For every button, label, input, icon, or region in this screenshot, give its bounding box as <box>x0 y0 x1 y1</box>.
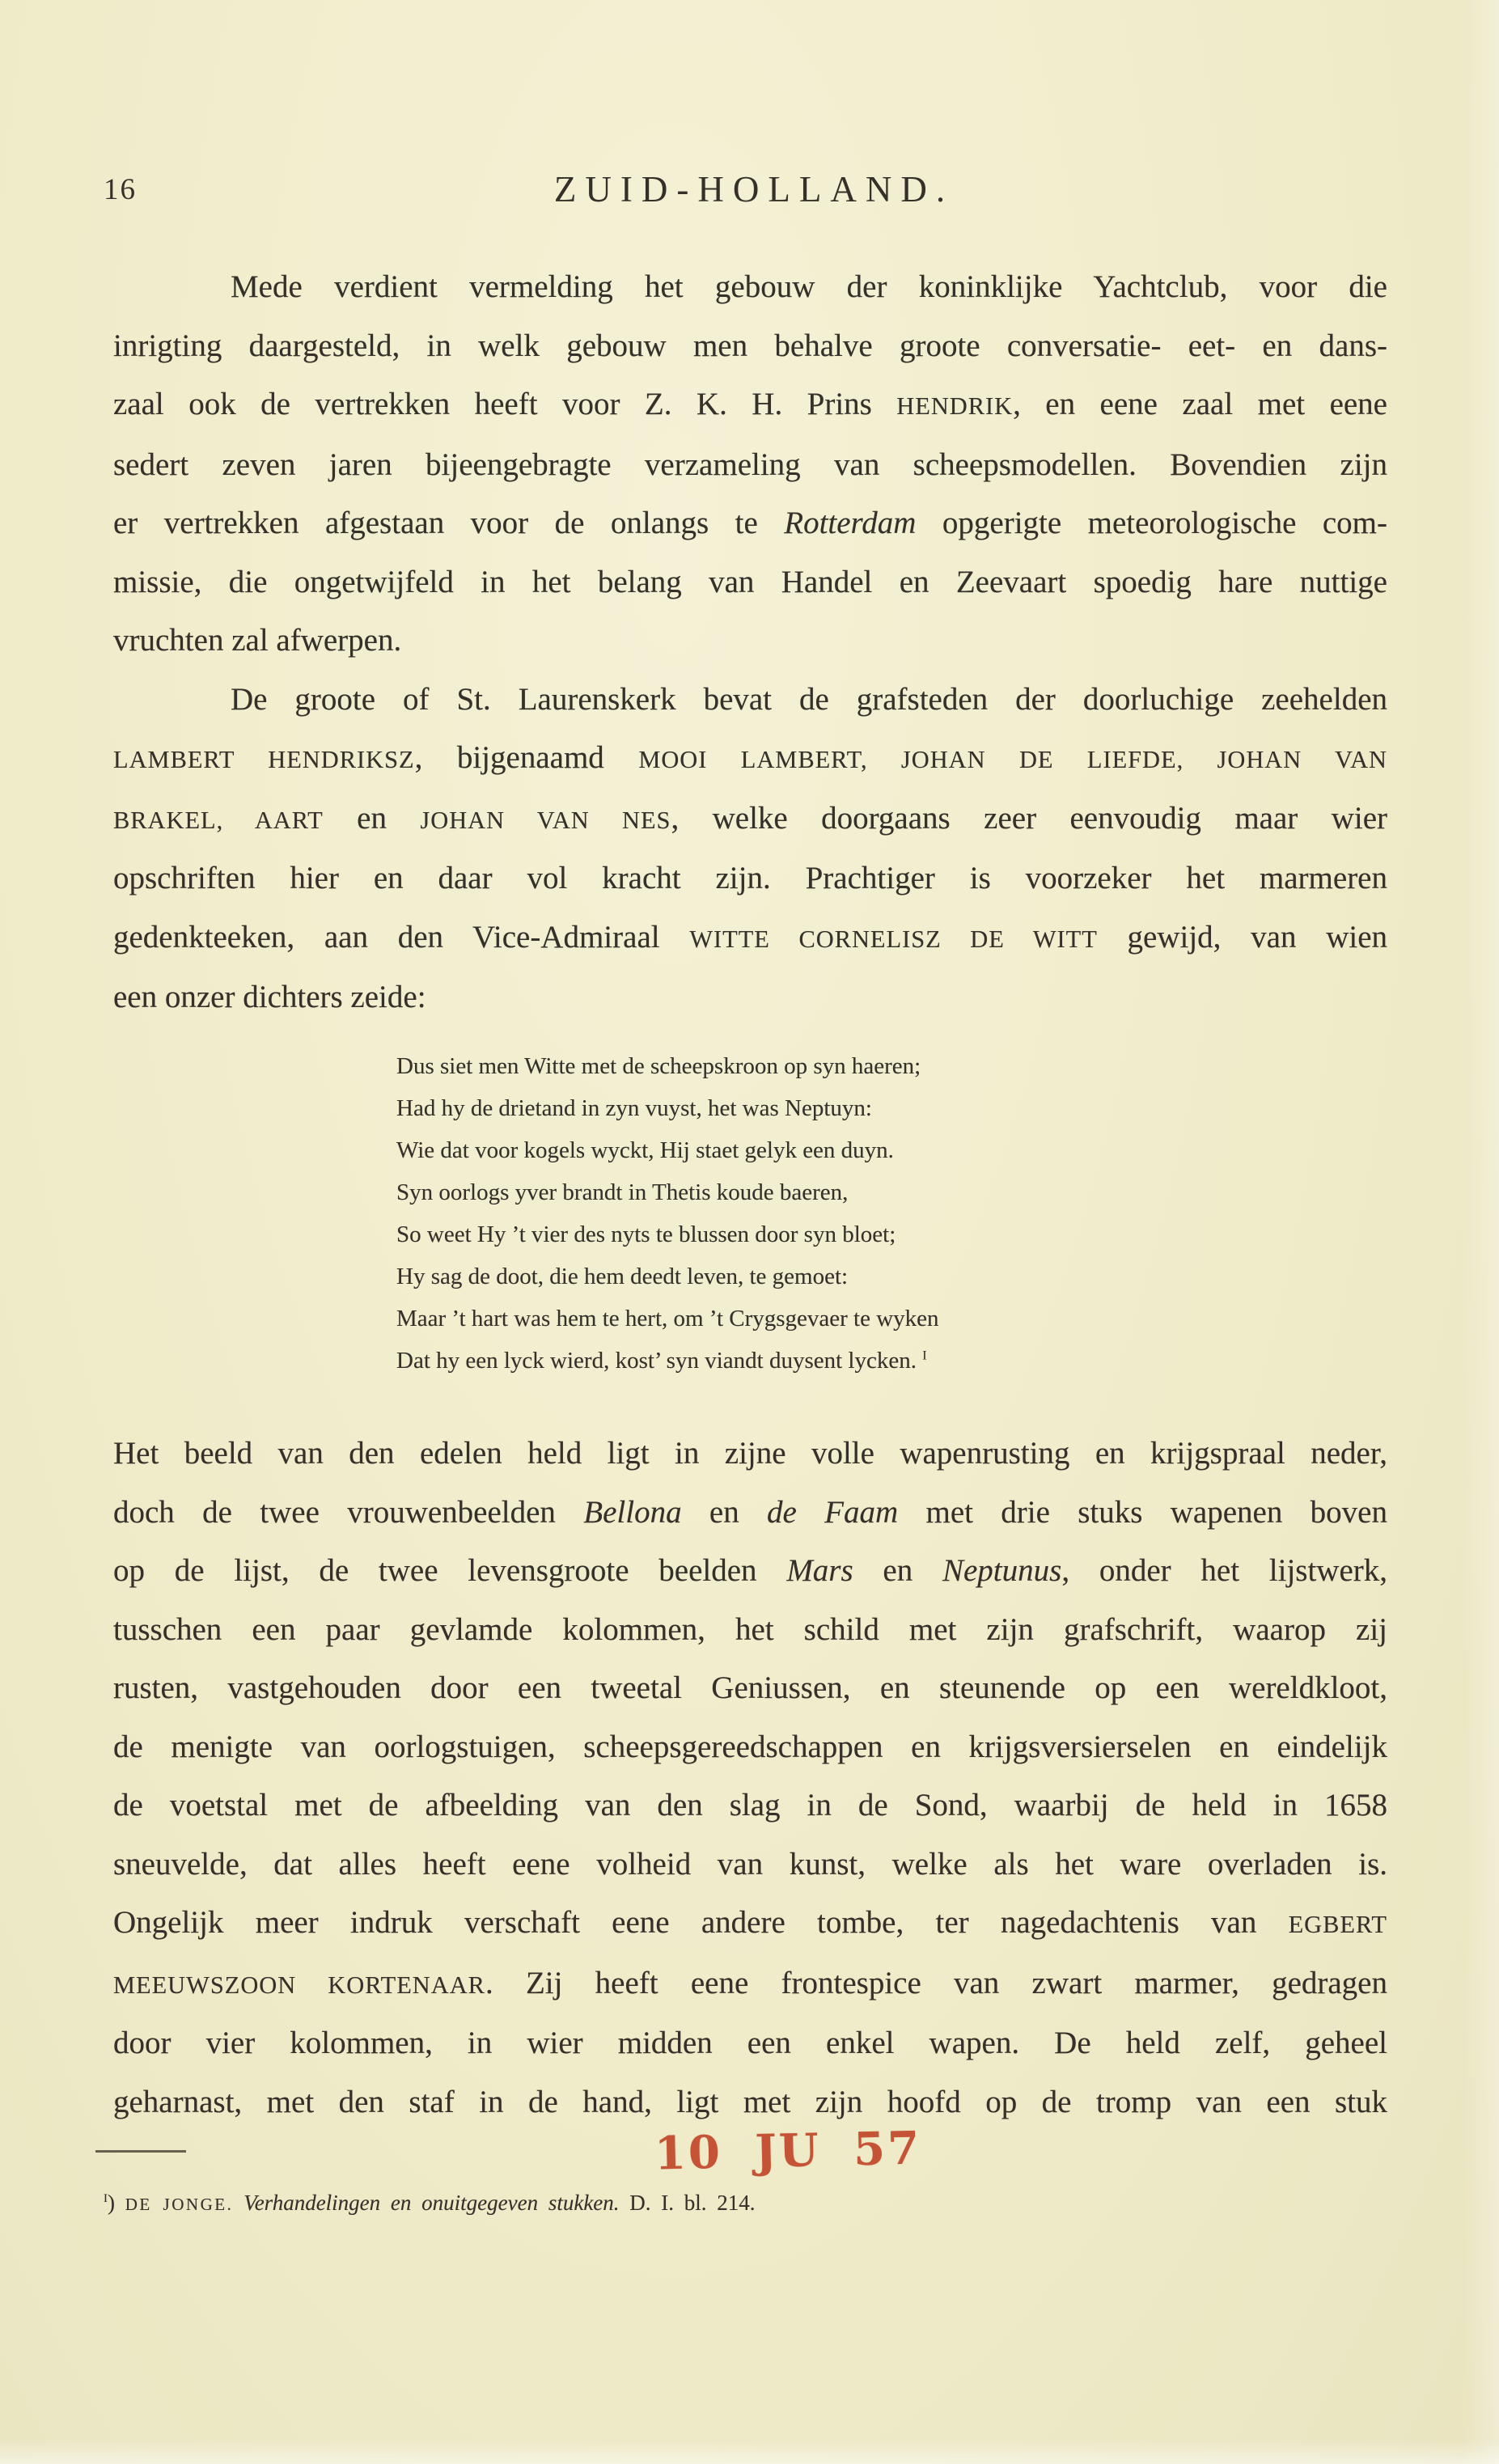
main-text-paragraphs <box>113 258 1387 1027</box>
text-line: Had hy de drietand in zyn vuyst, het was Neptuyn: <box>396 1095 872 1121</box>
text-line: er vertrekken afgestaan voor de onlangs te Rotterdam opgerigte meteorologische com- <box>113 506 1387 540</box>
text-line: Ongelijk meer indruk verschaft eene andere tombe, ter nagedachtenis van EGBERT <box>113 1905 1387 1940</box>
text-line: sneuvelde, dat alles heeft eene volheid van kunst, welke als het ware overladen is. <box>113 1846 1387 1882</box>
text-line: Syn oorlogs yver brandt in Thetis koude baeren, <box>396 1179 849 1205</box>
text-line: Het beeld van den edelen held ligt in zijne volle wapenrusting en krijgspraal neder, <box>113 1436 1387 1471</box>
text-line: Mede verdient vermelding het gebouw der koninklijke Yachtclub, voor die <box>231 269 1387 304</box>
text-line: So weet Hy ’t vier des nyts te blussen door syn bloet; <box>396 1221 896 1247</box>
text-line: sedert zeven jaren bijeengebragte verzameling van scheepsmodellen. Bovendien zijn <box>113 447 1387 482</box>
text-line: MEEUWSZOON KORTENAAR. Zij heeft eene frontespice van zwart marmer, gedragen <box>113 1965 1387 2000</box>
text-line: de menigte van oorlogstuigen, scheepsgereedschappen en krijgsversierselen en eindelijk <box>113 1729 1387 1764</box>
text-line: opschriften hier en daar vol kracht zijn. Prachtiger is voorzeker het marmeren <box>113 861 1387 895</box>
text-line: rusten, vastgehouden door een tweetal Geniussen, en steunende op een wereldkloot, <box>113 1670 1387 1705</box>
poem-quotation <box>396 1045 1205 1382</box>
text-line: Dat hy een lyck wierd, kost’ syn viandt duysent lycken. $^I$ <box>396 1348 927 1374</box>
text-line: De groote of St. Laurenskerk bevat de grafsteden der doorluchige zeehelden <box>231 681 1387 717</box>
footnote: $^I$) DE JONGE. Verhandelingen en onuitgegeven stukken. D. I. bl. 214. <box>104 2191 756 2215</box>
text-line: zaal ook de vertrekken heeft voor Z. K. H. Prins HENDRIK, en eene zaal met eene <box>113 387 1387 421</box>
running-header-title: ZUID-HOLLAND. <box>553 169 955 210</box>
text-line: BRAKEL, AART en JOHAN VAN NES, welke doorgaans zeer eenvoudig maar wier <box>113 800 1387 836</box>
text-line: Maar ’t hart was hem te hert, om ’t Crygsgevaer te wyken <box>396 1306 939 1331</box>
text-line: inrigting daargesteld, in welk gebouw men behalve groote conversatie- eet- en dans- <box>113 328 1387 363</box>
text-line: Hy sag de doot, die hem deedt leven, te gemoet: <box>396 1264 849 1289</box>
text-line: Dus siet men Witte met de scheepskroon op syn haeren; <box>396 1053 921 1079</box>
text-line: vruchten zal afwerpen. <box>113 623 402 658</box>
main-text-paragraph-continued <box>113 1425 1387 2132</box>
text-line: door vier kolommen, in wier midden een enkel wapen. De held zelf, geheel <box>113 2026 1387 2060</box>
text-line: op de lijst, de twee levensgroote beelden Mars en Neptunus, onder het lijstwerk, <box>113 1553 1388 1588</box>
text-line: tusschen een paar gevlamde kolommen, het schild met zijn grafschrift, waarop zij <box>113 1611 1387 1647</box>
text-line: gedenkteeken, aan den Vice-Admiraal WITTE CORNELISZ DE WITT gewijd, van wien <box>113 919 1388 955</box>
text-line: missie, die ongetwijfeld in het belang van Handel en Zeevaart spoedig hare nuttige <box>113 564 1387 599</box>
text-line: een onzer dichters zeide: <box>113 980 426 1014</box>
text-line: geharnast, met den staf in de hand, ligt met zijn hoofd op de tromp van een stuk <box>113 2084 1387 2119</box>
footnote-separator-rule <box>95 2150 186 2153</box>
date-stamp: 10 JU 57 <box>654 2121 922 2181</box>
text-line: de voetstal met de afbeelding van den slag in de Sond, waarbij de held in 1658 <box>113 1788 1387 1823</box>
page-number: 16 <box>104 173 137 206</box>
text-line: doch de twee vrouwenbeelden Bellona en de Faam met drie stuks wapenen boven <box>113 1494 1387 1530</box>
text-line: LAMBERT HENDRIKSZ, bijgenaamd MOOI LAMBERT, JOHAN DE LIEFDE, JOHAN VAN <box>113 740 1387 775</box>
text-line: Wie dat voor kogels wyckt, Hij staet gelyk een duyn. <box>396 1137 894 1163</box>
